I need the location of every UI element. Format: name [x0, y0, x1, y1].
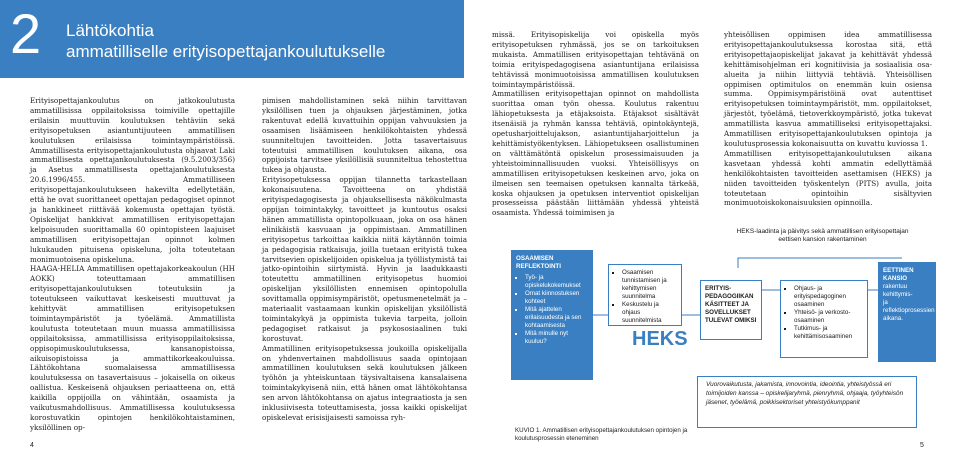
ethics-line: EETTINEN KANSIO [883, 267, 914, 282]
text-column-3: missä. Erityisopiskelija voi opiskella myös erityisopetuksen ryhmässä, jos se on tarkoituksen mukaista. Ammatillisen erityisopettajan tehtävänä on toimia erityispedagogisena asiantuntijana erilaisissa tehtävissä monimuotoisissa ammatillisen koulutuksen toimintaympäristöissä. Ammatillisen erityisopettajan opinnot on mahdollista suorittaa oman työn ohessa. Koulutus rakentuu lähiopetuksesta ja etäjaksoista. Etäjaksot sisältävät itsenäisiä ja ryhmän kanssa tehtäviä, opintokäyntejä, opetusharjoittelujakson, asiantuntijaharjoittelun ja kehittämistyökentyksen. Lähiopetukseen osallistuminen on välttämätöntä opiskelun prosessimaisuuden ja yhteistoiminnallisuuden vuoksi. Yhteisöllisyys on ammatillisen erityisopetuksen keskeinen arvo, joka on ilmeisen sen teemaisen opetuksen kannalta tärkeää, koska ohjauksen ja opetuksen interventiot opiskelijan prosesseissa päästään liittämään yhdessä yhteistä osaamista. Yhdessä toimimisen ja [492, 30, 699, 218]
list-item: ▪ Tutkimus- ja kehittämisosaaminen [794, 325, 863, 341]
list-item: ▪ Osaamisen tunnistamisen ja kehittymisen suunnitelma [622, 269, 677, 301]
text-column-4: yhteisöllisen oppimisen idea ammatillisessa erityisopettajankoulutuksessa korostaa sitä, että erityisopettajaopiskelijat jakavat ja kehittävät yhdessä kehittämisohjelman eri kognitiivisia ja sosiaalisia osa-alueita ja niihin liittyviä tehtäviä. Yhteisöllisen oppimisen optimitulos on enemmän kuin osiensa summa. Oppimisympäristöinä ovat autenttiset erityisopetuksen toimintaympäristöt, mm. oppilaitokset, järjestöt, työelämä, tietoverkkoympäristö, jotka tukevat ammatillista kasvua ammatilliseksi erityisopettajaksi. Ammatillisen erityisopettajankoulutuksen opintoja ja koulutusprosessia kokonaisuutta on kuvattu kuviossa 1. Ammatillisen erityisopettajankoulutuksen aikana kasvetaan yhdessä kohti ammatin edellyttämää henkilökohtaisten tavoitteiden asettamisen (HEKS) ja niiden tavoitteiden työskentelyn (PITS) avulla, joita toteutetaan opintoihin sisältyvien monimuotoiskokonaisuuksien opinnoilla. [724, 30, 932, 208]
concepts-box [700, 280, 762, 340]
text-column-1: Erityisopettajankoulutus on jatkokoulutusta ammatillisissa oppilaitoksissa toimiville opettajille erilaisin muuttuviin koulutuksen tehtäviin sekä erityisopetuksen asiantuntijuuteen ammatillisen koulutuksen erilaisissa toimintaympäristöissä. Ammatillisesta erityisopettajankoulutusta ohjaavat Laki ammatillisesta opettajankoulutuksesta (9.5.2003/356) ja Asetus ammatillisesta opettajankoulutuksesta 20.6.1996/455. Ammatilliseen erityisopettajankoulutukseen hakevilta edellytetään, että he ovat suorittaneet opettajan pedagogiset opinnot ja hankkineet riittävää kokemusta opettajan työstä. Opiskelijat hankkivat ammatillisen erityisopettajan kelpoisuuden suorittamalla 60 opintopisteen laajuiset ammatillisen erityisopettajan opinnot kolmen lukukauden pituisena opiskeluna, jolta toteutetaan monimuotoisena opiskeluna. HAAGA-HELIA Ammatillisen opettajakorkeakoulun (HH AOKK) toteuttamaan ammatillisen erityisopettajankoulutuksen toteutuksiin ja toteutukseen vaikuttavat keskeisesti muuttuvat ja kehittyvät ammatillisen erityisopetuksen toimintaympäristöt ja työelämä. Ammatillista koulutusta toteutetaan muun muassa ammatillisissa oppilaitoksissa, ammatillisissa erityisoppilaitoksissa, oppisopimuskoulutuksessa, kansanopistoissa, aikuisopistoissa ja ammattikorkeakouluissa. Lähtökohtana suomalaisessa ammatillisessa koulutuksessa on tasavertaisuus – jokaisella on oikeus oallistua. Keskeisenä ohjauksen periaatteena on, että kaikilla oppijoilla on vähintään, osaamista ja vaikutusmahdollisuus. Ammatillisessa koulutuksessa korostuvatkin opintojen henkilökohtaistaminen, yksilöllinen op- [30, 96, 235, 432]
concepts-heading: ERITYIS-PEDAGOGIIKAN KÄSITTEET JA SOVELLUKSET TULEVAT OMIKSI [705, 285, 757, 324]
interaction-box: Vuorovaikutusta, jakamista, innovointia, ideointia, yhteistyössä eri toimijoiden kanssa – opiskelijaryhmä, pienryhmä, ohjaaja, työyhteisön jäsenet, työelämä, poikkisektoriset yhteistyökumppanit [697, 376, 917, 428]
page-number-right: 5 [920, 442, 924, 449]
ethics-line: aikana. [883, 315, 903, 322]
list-item: ▪ Yhteisö- ja verkosto-osaaminen [794, 309, 863, 325]
skills-list [785, 285, 863, 341]
chapter-title-line1: Lähtökohtia [66, 21, 154, 40]
text-column-2: pimisen mahdollistaminen sekä niihin tarvittavan yksilöllisen tuen ja ohjauksen järjestäminen, jotka rakentuvat edellä kuvattuihin oppijan vahvuuksien ja osaamisen lisäämiseen henkilökohtaisten yhdessä suunniteltujen tavoitteiden. Jotta tasavertaisuus toteutuisi ammatillisen koulutuksen aikana, osa oppijoista tarvitsee yksilöllisiä suunniteltua tehostettua tukea ja ohjausta. Erityisopetuksessa oppijan tilannetta tarkastellaan kokonaisuutena. Tavoitteena on yhdistää erityispedagogisesta ja ohjauksellisesta näkökulmasta oppijan toimintakyky, tavoitteet ja kuntoutus osaksi hänen ammatillista opintopolkuaan, joka on osa hänen elinikäistä kasvuaan ja oppimistaan. Ammatillinen erityisopetus tarkoittaa kaikkia niitä käytännön toimia ja pedagogisia ratkaisuja, joilla tuetaan erityistä tukea tarvitsevien opiskelijoiden opiskelua ja työllistymistä tai jatko-opintoihin siirtymistä. Hyvin ja laadukkaasti toteutettu ammatillinen erityisopetus huomioi opiskelijan yksilöllisten ennemisen opintopolulla sovittamalla oppimisympäristöt, opetusmenetelmät ja – materiaalit vastaamaan kunkin opiskelijan yksilöllistä toimintakykyä ja oppimista tukevia tarpeita, jolloin pedagogiset ratkaisut ja psykososiaalinen tuki korostuvat. Ammatillinen erityisopetuksessa joukoilla opiskelijalla on yhdenvertainen mahdollisuus saada opintojaan ammatillinen koulutuksen sekä koulutuksen jälkeen työhön ja yhteiskuntaan täysivaltaisena kansalaisena toimintakykyisenä niin, että hänen omat lähtökohtansa sen arvon lähtökohtansa on ajatus integraatiosta ja sen inklusiivisesta toteuttamisesta, jossa kaikki opiskelijat opiskelevat erisisijaisesti samoissa ryh- [262, 96, 467, 422]
list-item: ▪ Keskustelu ja ohjaus suunnitelmista [622, 301, 677, 325]
competence-plan-box [608, 264, 682, 326]
list-item: ▪ Omat kiinnostuksen kohteet [525, 290, 588, 306]
figure-title: HEKS-laadinta ja päivitys sekä ammatillisen erityisopettajan eettisen kansion rakentaminen [736, 228, 909, 243]
reflection-list [516, 274, 588, 346]
reflection-box [511, 250, 593, 380]
list-item: ▪ Mitä minulle nyt kuuluu? [525, 330, 588, 346]
chapter-title-line2: ammatilliselle erityisopettajankoulutukselle [66, 42, 386, 61]
list-item: ▪ Ohjaus- ja erityispedagoginen osaaminen [794, 285, 863, 309]
ethics-line: ja reflektioprosessien [883, 299, 935, 314]
heks-label: HEKS [632, 328, 688, 350]
list-item: ▪ Työ- ja opiskelukokemukset [525, 274, 588, 290]
ethics-line: rakentuu kehittymis- [883, 283, 913, 298]
competence-plan-list [613, 269, 677, 325]
skills-box [780, 280, 868, 358]
chapter-number: 2 [10, 2, 42, 65]
reflection-heading: OSAAMISEN REFLEKTOINTI [516, 255, 561, 270]
list-item: ▪ Mitä ajattelen erilaisuudesta ja sen kohtaamisesta [525, 306, 588, 330]
page-number-left: 4 [30, 442, 34, 449]
ethics-folder-box [878, 262, 936, 362]
figure-caption: KUVIO 1. Ammatillisen erityisopettajankoulutuksen opintojen ja koulutusprosessin eteneminen [515, 427, 688, 442]
